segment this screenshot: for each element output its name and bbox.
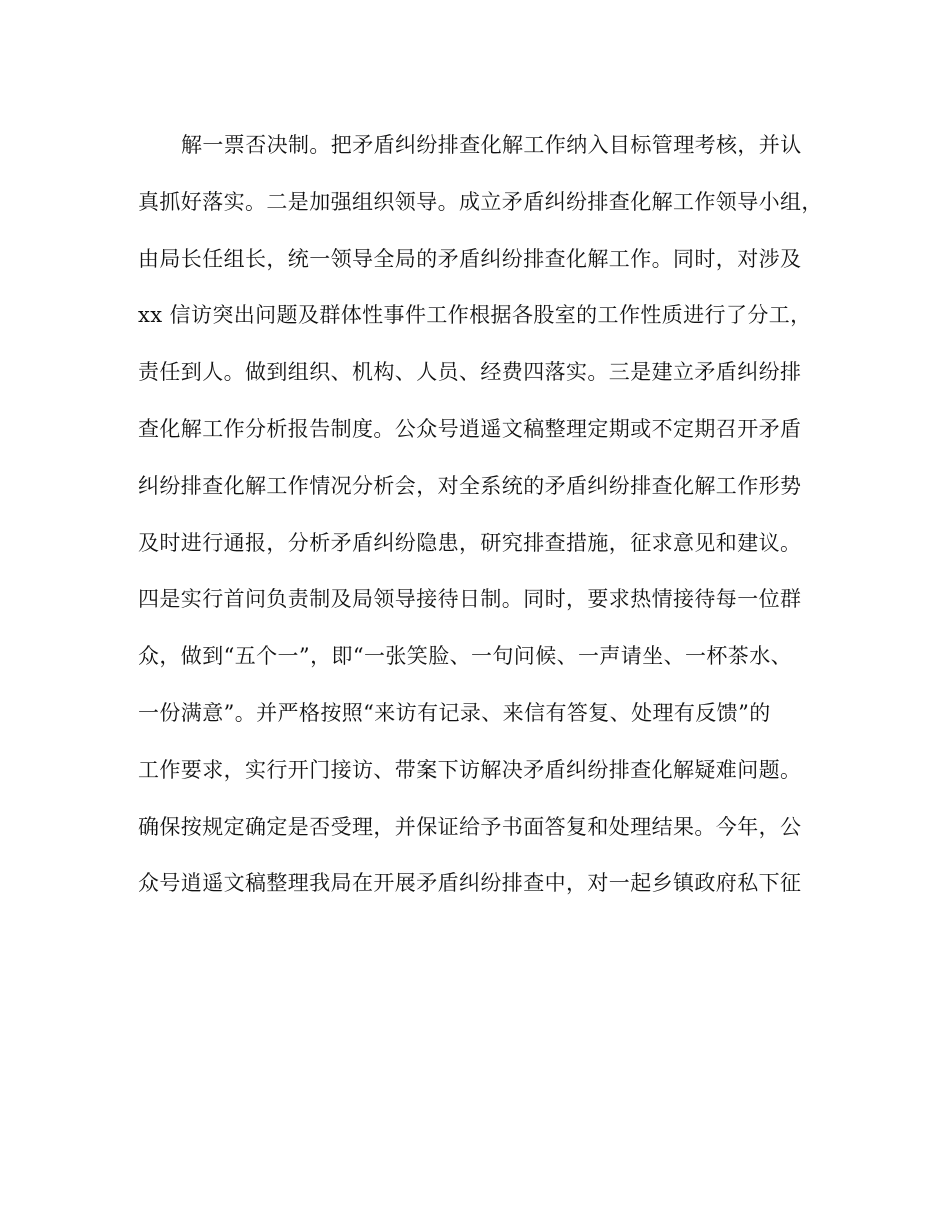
text-line: 及时进行通报，分析矛盾纠纷隐患，研究排查措施，征求意见和建议。 — [138, 530, 802, 555]
text-line: 众号逍遥文稿整理我局在开展矛盾纠纷排查中，对一起乡镇政府私下征 — [138, 871, 802, 896]
text-line: 工作要求，实行开门接访、带案下访解决矛盾纠纷排查化解疑难问题。 — [138, 757, 802, 782]
text-line: 责任到人。做到组织、机构、人员、经费四落实。三是建立矛盾纠纷排 — [138, 360, 802, 385]
text-line: 一份满意”。并严格按照“来访有记录、来信有答复、处理有反馈”的 — [138, 700, 771, 725]
text-line: 四是实行首问负责制及局领导接待日制。同时，要求热情接待每一位群 — [138, 587, 802, 612]
text-line: 由局长任组长，统一领导全局的矛盾纠纷排查化解工作。同时，对涉及 — [138, 246, 802, 271]
text-line: 真抓好落实。二是加强组织领导。成立矛盾纠纷排查化解工作领导小组， — [138, 189, 823, 214]
text-line: 查化解工作分析报告制度。公众号逍遥文稿整理定期或不定期召开矛盾 — [138, 416, 802, 441]
text-line: 众，做到“五个一”，即“一张笑脸、一句问候、一声请坐、一杯茶水、 — [138, 644, 793, 669]
text-line: 解一票否决制。把矛盾纠纷排查化解工作纳入目标管理考核，并认 — [181, 133, 802, 157]
text-line: 确保按规定确定是否受理，并保证给予书面答复和处理结果。今年，公 — [138, 814, 802, 839]
body-text — [138, 125, 823, 920]
text-line: xx 信访突出问题及群体性事件工作根据各股室的工作性质进行了分工， — [138, 303, 812, 328]
text-line: 纠纷排查化解工作情况分析会，对全系统的矛盾纠纷排查化解工作形势 — [138, 473, 802, 498]
